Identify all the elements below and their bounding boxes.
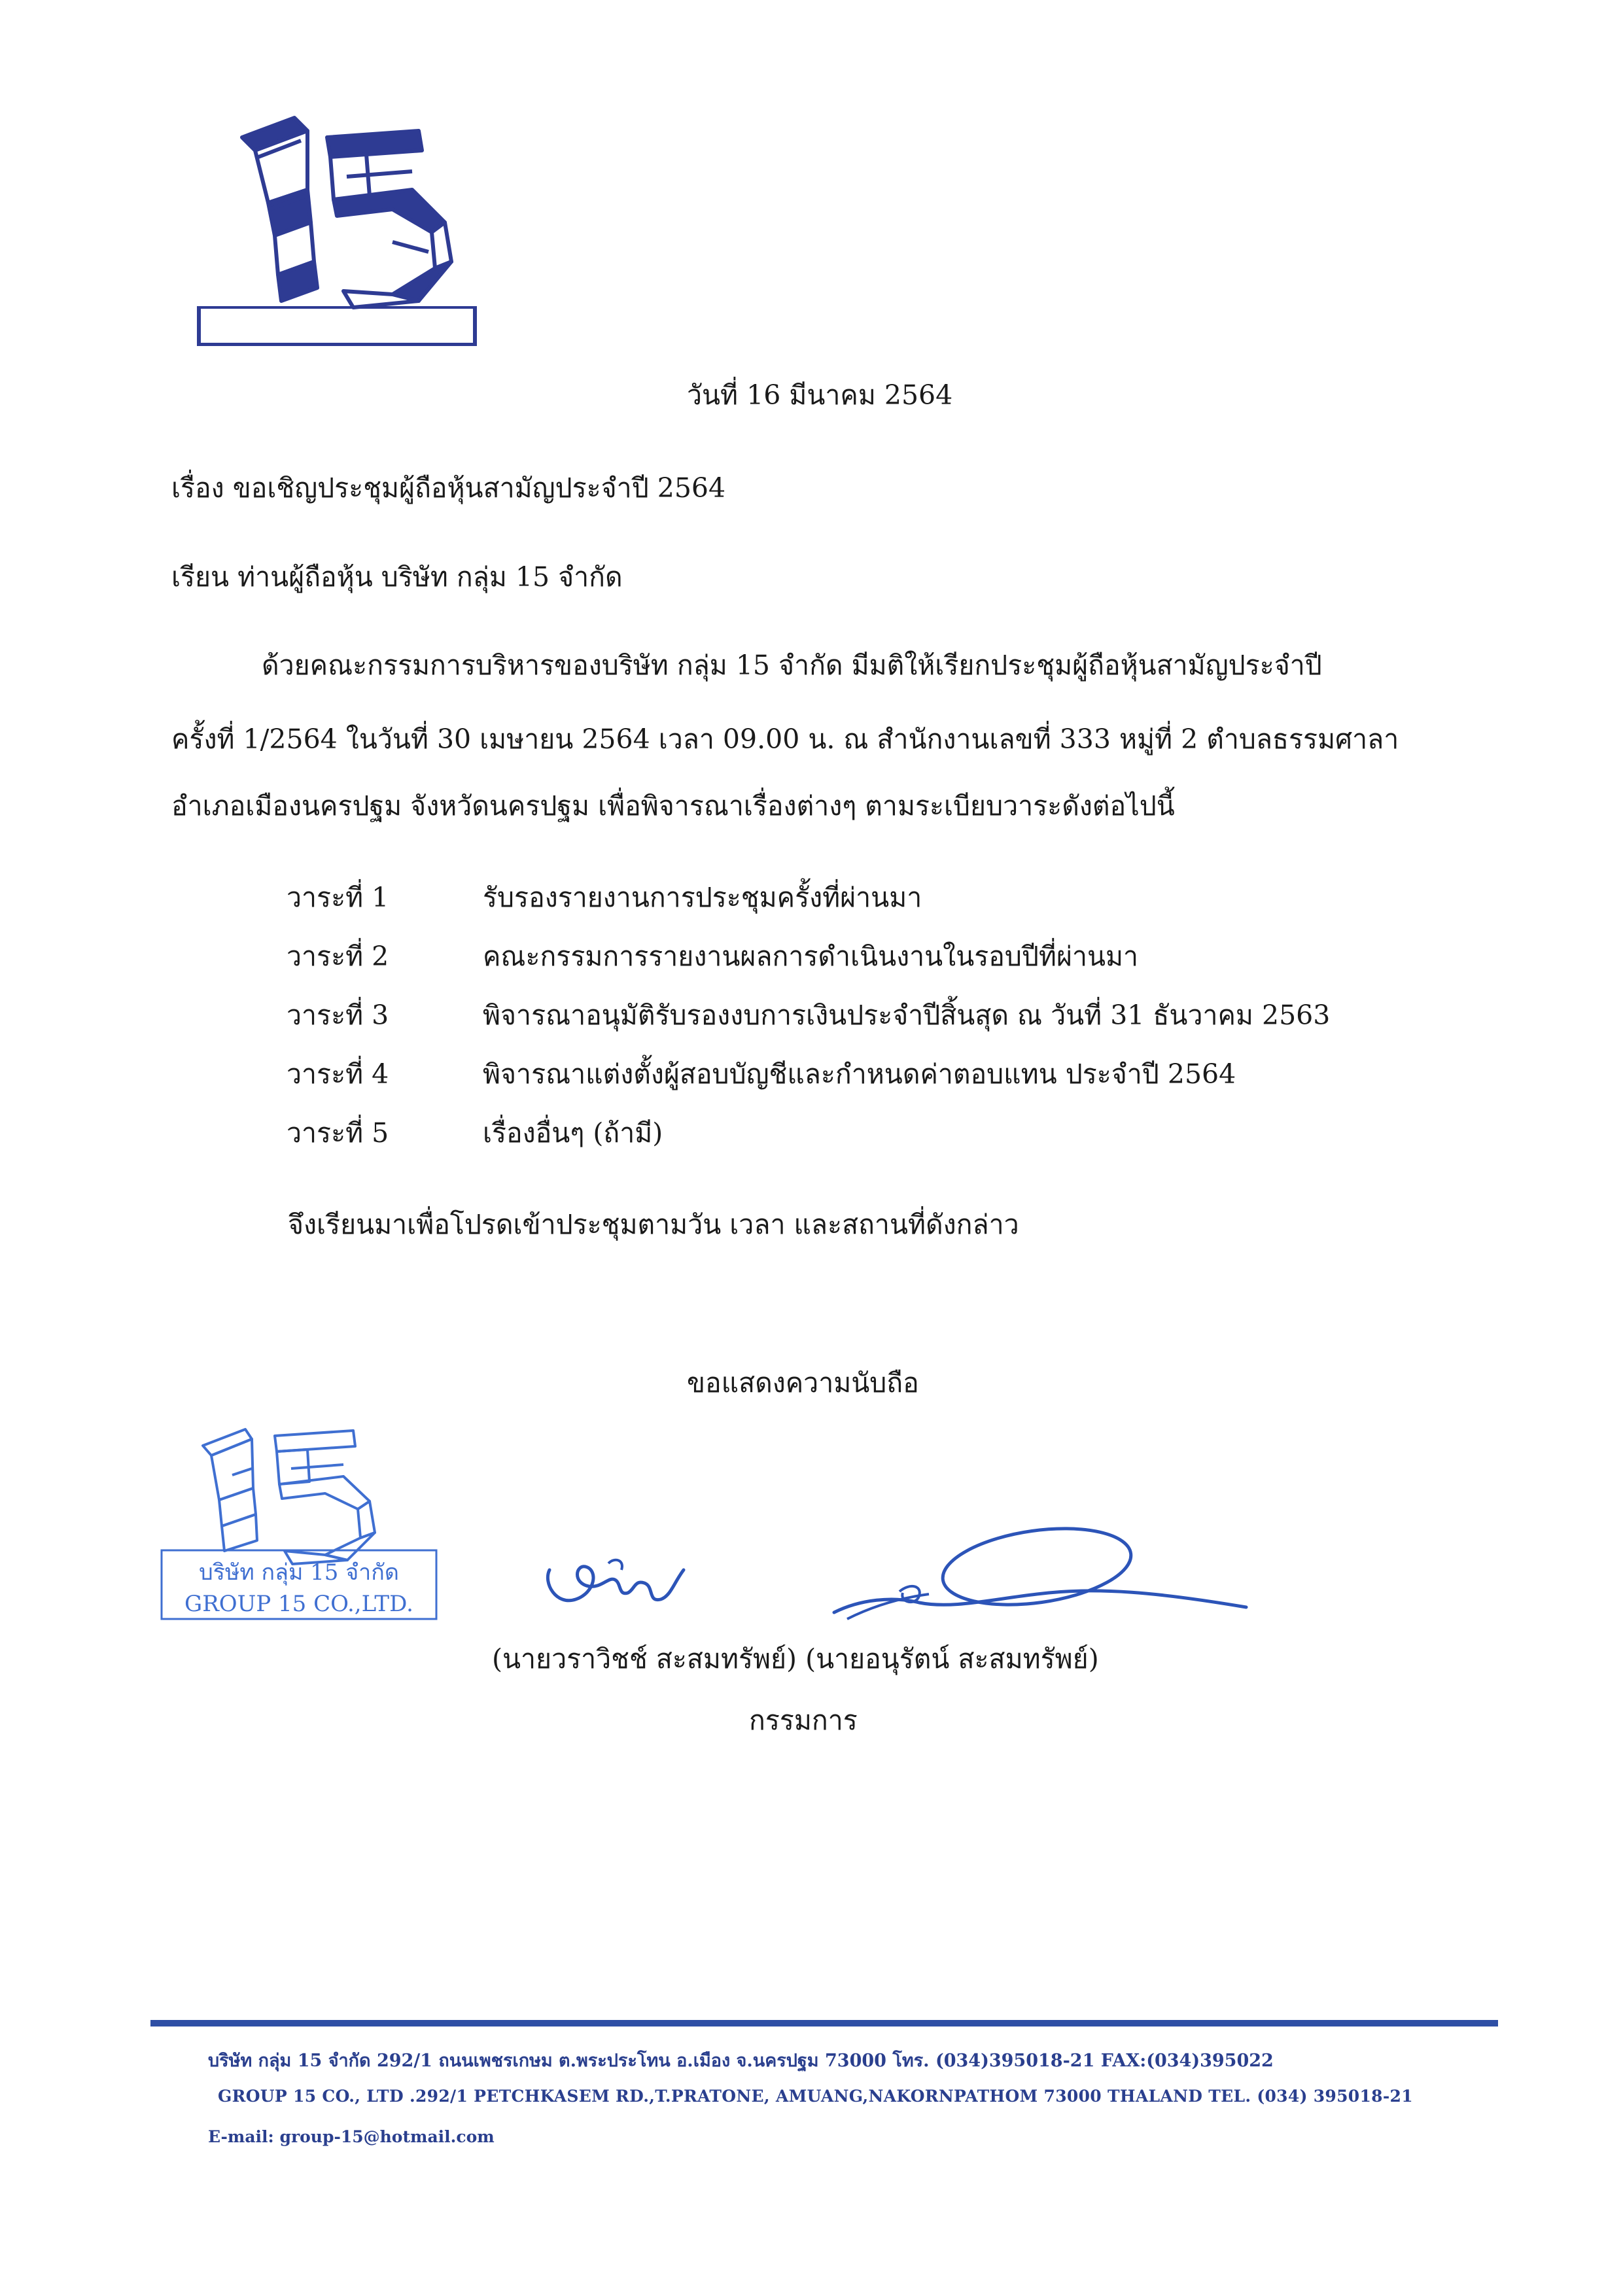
letter-subject: เรื่อง ขอเชิญประชุมผู้ถือหุ้นสามัญประจำปี 2564 [171, 472, 726, 504]
agenda-number: วาระที่ 1 [287, 882, 389, 913]
body-line-2: ครั้งที่ 1/2564 ในวันที่ 30 เมษายน 2564 เวลา 09.00 น. ณ สำนักงานเลขที่ 333 หมู่ที่ 2 ตำบลธรรมศาลา [171, 723, 1399, 755]
agenda-description: คณะกรรมการรายงานผลการดำเนินงานในรอบปีที่ผ่านมา [483, 941, 1139, 972]
stamp-text [162, 1557, 436, 1620]
agenda-description: พิจารณาอนุมัติรับรองงบการเงินประจำปีสิ้นสุด ณ วันที่ 31 ธันวาคม 2563 [483, 1000, 1331, 1031]
signer-names: (นายวราวิชช์ สะสมทรัพย์) (นายอนุรัตน์ สะสมทรัพย์) [492, 1643, 1099, 1675]
footer-divider [150, 2020, 1498, 2026]
body-line-3: อำเภอเมืองนครปฐม จังหวัดนครปฐม เพื่อพิจารณาเรื่องต่างๆ ตามระเบียบวาระดังต่อไปนี้ [171, 790, 1175, 822]
agenda-number: วาระที่ 3 [287, 1000, 389, 1031]
stamp-name-th: บริษัท กลุ่ม 15 จำกัด [199, 1559, 399, 1586]
signature-right-icon [821, 1521, 1279, 1652]
stamp-name-en: GROUP 15 CO.,LTD. [184, 1591, 413, 1617]
letter-closing: จึงเรียนมาเพื่อโปรดเข้าประชุมตามวัน เวลา และสถานที่ดังกล่าว [288, 1209, 1019, 1240]
agenda-number: วาระที่ 2 [287, 941, 389, 972]
signature-left [536, 1544, 693, 1616]
agenda-description: รับรองรายงานการประชุมครั้งที่ผ่านมา [483, 882, 922, 913]
signature-right [821, 1521, 1279, 1652]
agenda-number: วาระที่ 4 [287, 1058, 389, 1090]
signer-title: กรรมการ [749, 1705, 858, 1736]
footer-address-th: บริษัท กลุ่ม 15 จำกัด 292/1 ถนนเพชรเกษม ต.พระประโทน อ.เมือง จ.นครปฐม 73000 โทร. (034)395018-21 FAX:(034)395022 [208, 2051, 1274, 2071]
footer-address-en: GROUP 15 CO., LTD .292/1 PETCHKASEM RD.,T.PRATONE, AMUANG,NAKORNPATHOM 73000 THALAND TEL. (034) 395018-21 [218, 2087, 1413, 2106]
body-line-1: ด้วยคณะกรรมการบริหารของบริษัท กลุ่ม 15 จำกัด มีมติให้เรียกประชุมผู้ถือหุ้นสามัญประจำปี [262, 650, 1322, 681]
footer-email: E-mail: group-15@hotmail.com [208, 2127, 495, 2146]
agenda-description: พิจารณาแต่งตั้งผู้สอบบัญชีและกำหนดค่าตอบแทน ประจำปี 2564 [483, 1058, 1236, 1090]
letter-regards: ขอแสดงความนับถือ [687, 1367, 919, 1399]
agenda-description: เรื่องอื่นๆ (ถ้ามี) [483, 1117, 663, 1149]
agenda-number: วาระที่ 5 [287, 1117, 389, 1149]
letter-date: วันที่ 16 มีนาคม 2564 [687, 379, 953, 411]
logo-name-box [198, 306, 476, 345]
signature-left-icon [536, 1544, 693, 1616]
letter-salutation: เรียน ท่านผู้ถือหุ้น บริษัท กลุ่ม 15 จำกัด [171, 561, 623, 593]
